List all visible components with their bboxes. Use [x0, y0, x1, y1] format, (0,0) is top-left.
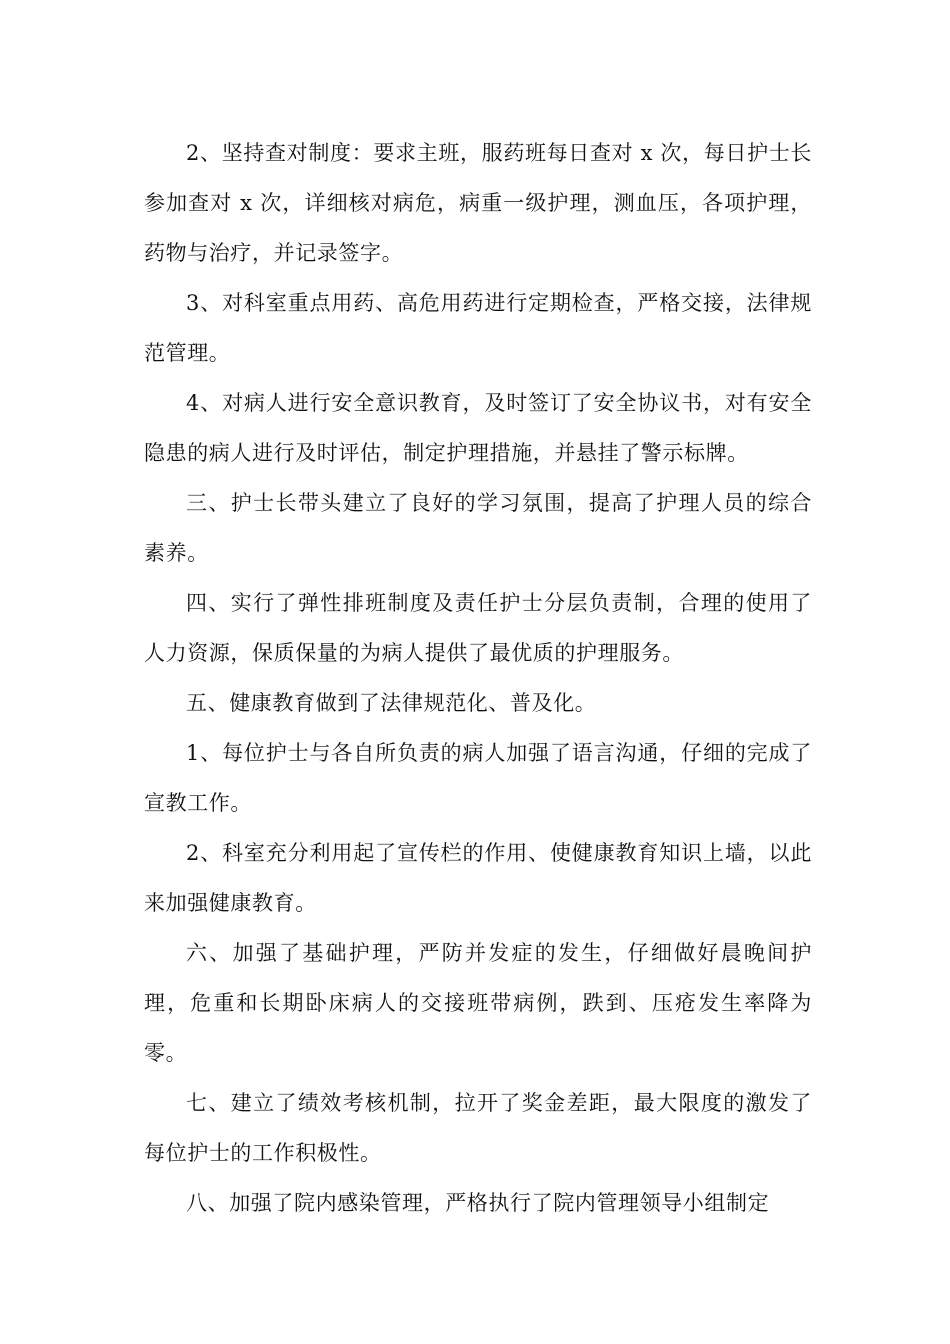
- paragraph-check-system: 2、坚持查对制度：要求主班，服药班每日查对 x 次，每日护士长参加查对 x 次，详细核对病危，病重一级护理，测血压，各项护理，药物与治疗，并记录签字。: [144, 141, 812, 265]
- paragraph-communication: 1、每位护士与各自所负责的病人加强了语言沟通，仔细的完成了宣教工作。: [144, 741, 812, 815]
- paragraph-bulletin-board: 2、科室充分利用起了宣传栏的作用、使健康教育知识上墙，以此来加强健康教育。: [144, 841, 812, 915]
- paragraph-learning-atmosphere: 三、护士长带头建立了良好的学习氛围，提高了护理人员的综合素养。: [144, 491, 812, 565]
- paragraph-health-education: 五、健康教育做到了法律规范化、普及化。: [186, 691, 597, 715]
- paragraph-infection-control: 八、加强了院内感染管理，严格执行了院内管理领导小组制定: [186, 1191, 770, 1215]
- paragraph-safety-education: 4、对病人进行安全意识教育，及时签订了安全协议书，对有安全隐患的病人进行及时评估，制定护理措施，并悬挂了警示标牌。: [144, 391, 812, 465]
- paragraph-high-risk-drugs: 3、对科室重点用药、高危用药进行定期检查，严格交接，法律规范管理。: [144, 291, 812, 365]
- paragraph-performance-assessment: 七、建立了绩效考核机制，拉开了奖金差距，最大限度的激发了每位护士的工作积极性。: [144, 1091, 812, 1165]
- paragraph-basic-nursing: 六、加强了基础护理，严防并发症的发生，仔细做好晨晚间护理，危重和长期卧床病人的交接班带病例，跌到、压疮发生率降为零。: [144, 941, 812, 1065]
- paragraph-flexible-scheduling: 四、实行了弹性排班制度及责任护士分层负责制，合理的使用了人力资源，保质保量的为病人提供了最优质的护理服务。: [144, 591, 812, 665]
- document-body: [144, 128, 812, 1228]
